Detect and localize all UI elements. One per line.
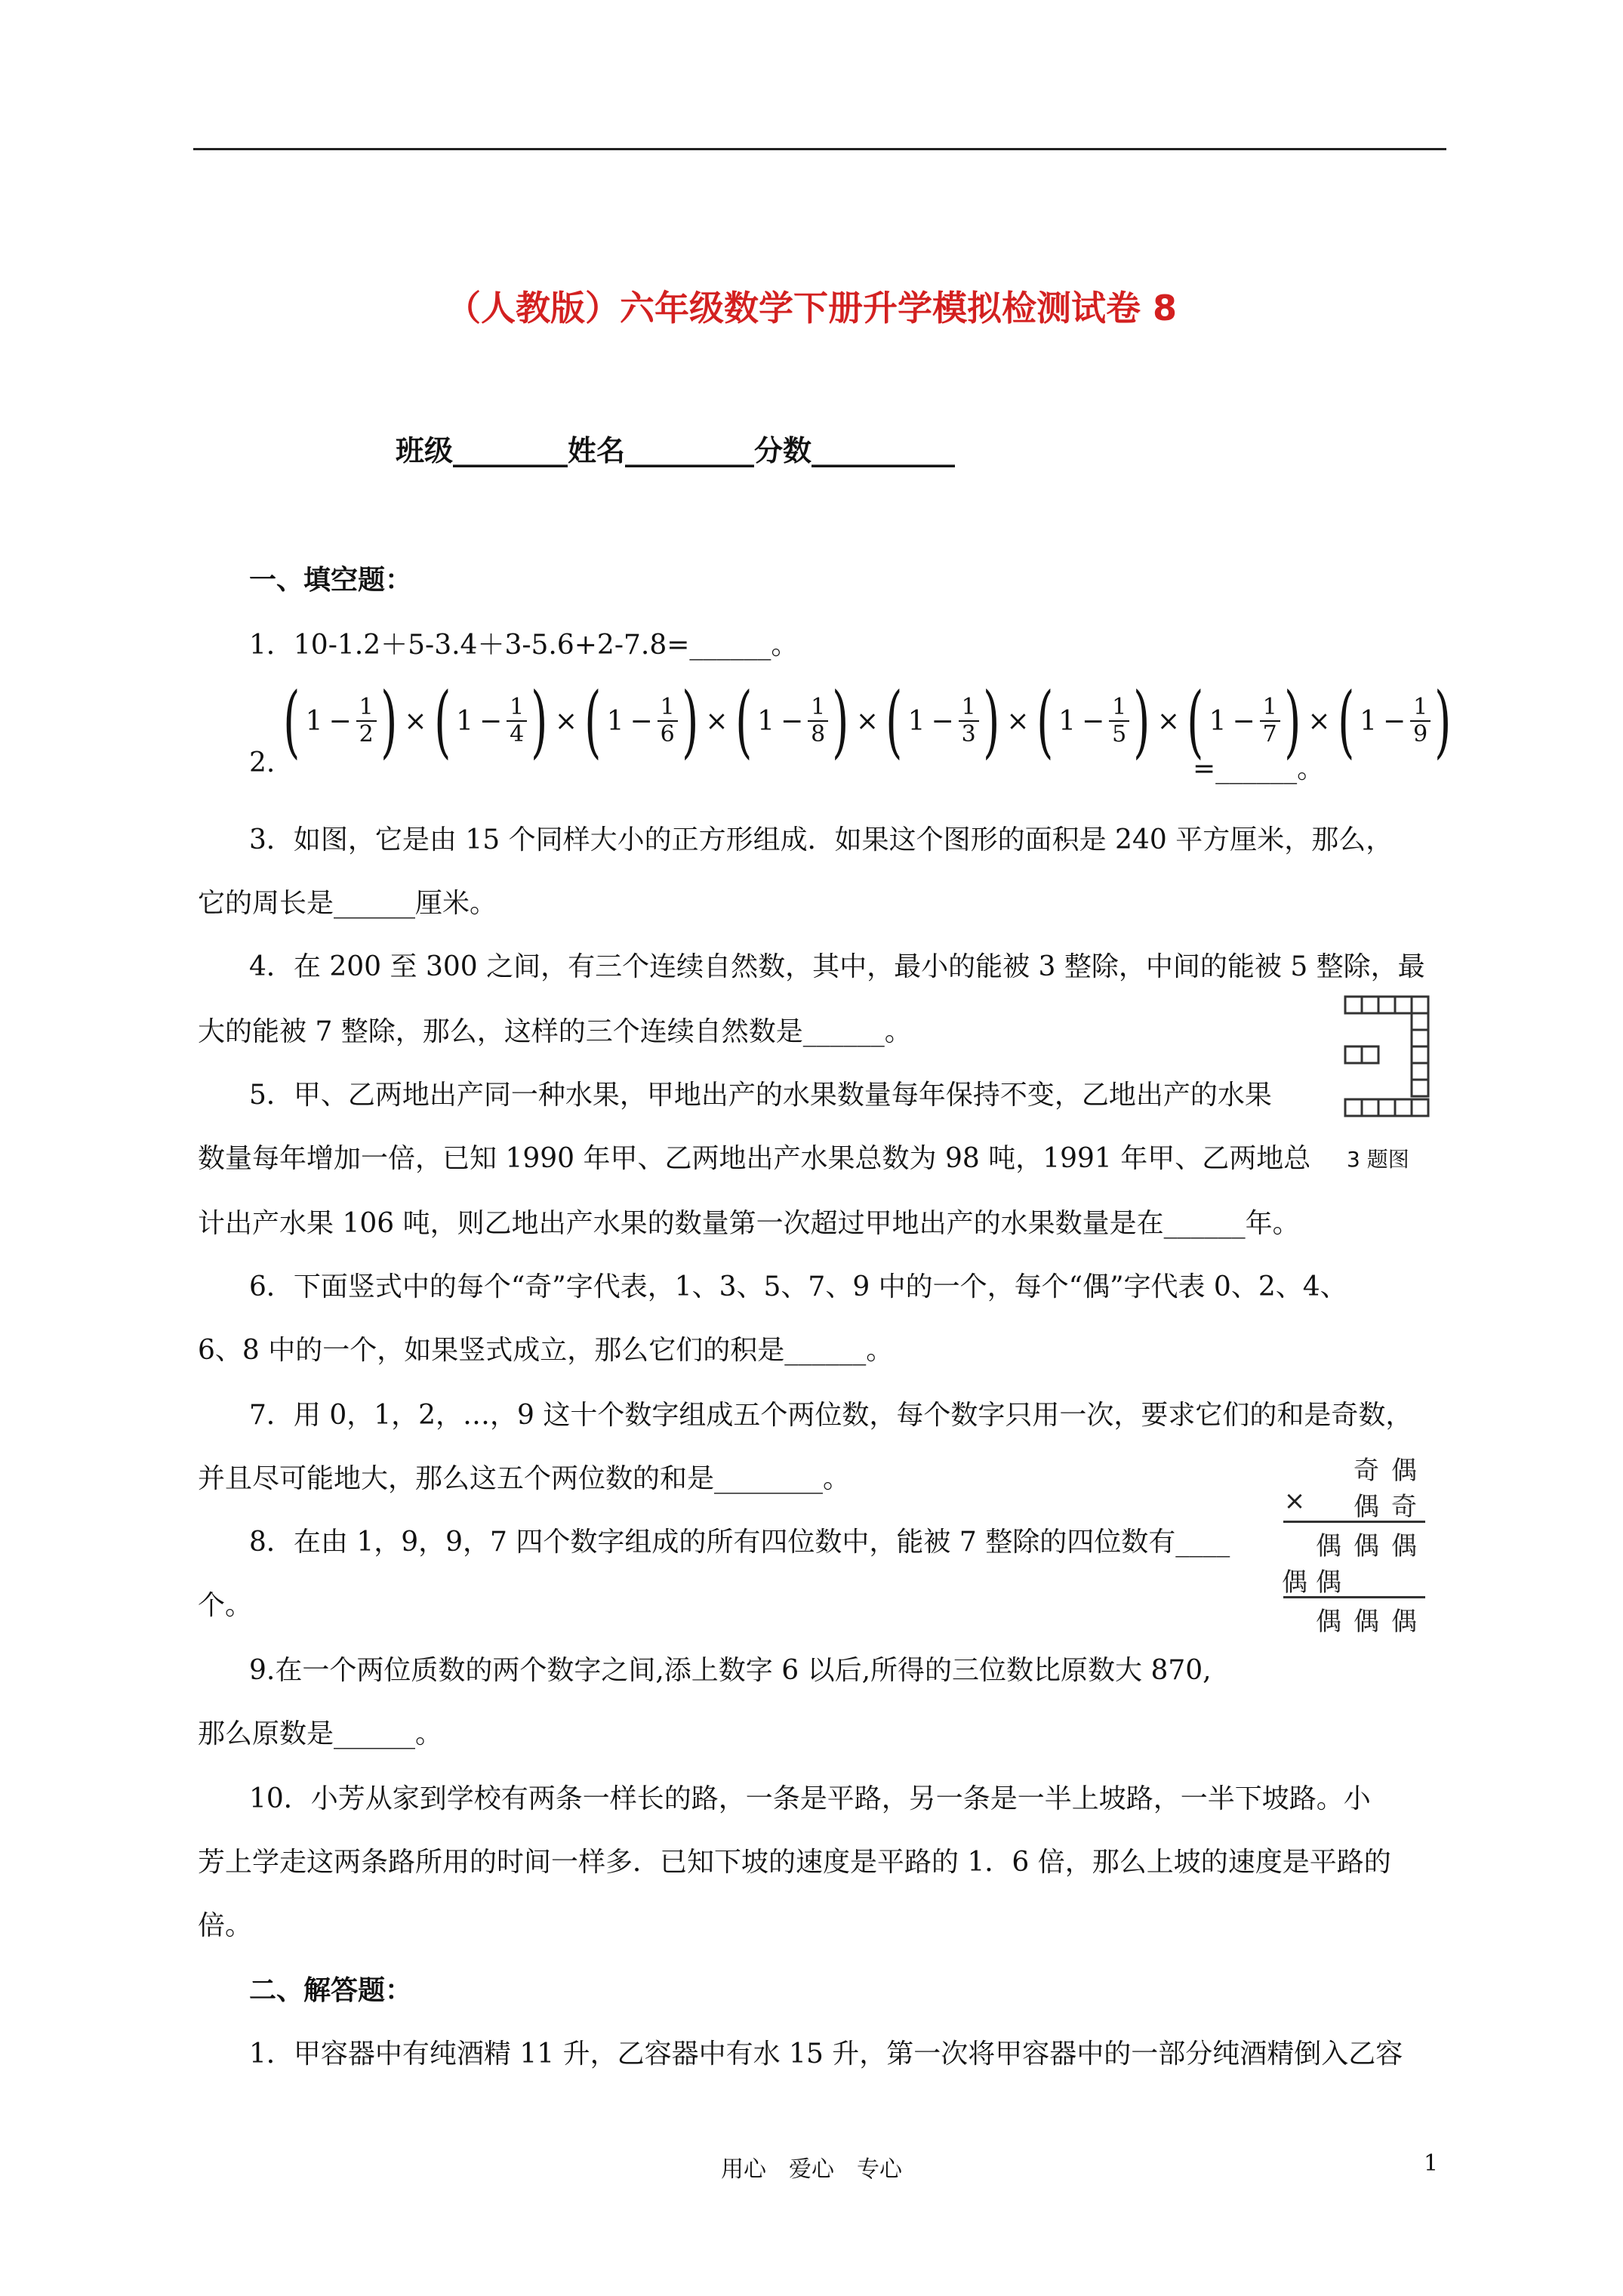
mult-row5-digit3: 偶: [1391, 1607, 1417, 1637]
minus-sign: −: [630, 705, 653, 737]
question-10-line-3: 倍。: [198, 1910, 253, 1941]
vertical-multiplication-diagram: [1276, 1450, 1427, 1638]
multiply-sign: ×: [1283, 1486, 1306, 1516]
mult-row3-digit2: 偶: [1354, 1531, 1379, 1561]
factor-group: [883, 675, 1002, 767]
question-5-line-3: 计出产水果 106 吨，则乙地出产水果的数量第一次超过甲地出产的水果数量是在______年。: [198, 1208, 1300, 1239]
question-3-line-2: 它的周长是______厘米。: [198, 888, 497, 919]
one-term: 1: [305, 705, 323, 737]
fraction: [808, 695, 828, 747]
question-3-line-1: 3．如图，它是由 15 个同样大小的正方形组成．如果这个图形的面积是 240 平方厘米，那么，: [249, 824, 1394, 855]
mult-row2-digit2: 奇: [1391, 1492, 1417, 1522]
question-5-line-2: 数量每年增加一倍，已知 1990 年甲、乙两地出产水果总数为 98 吨，1991 年甲、乙两地总: [198, 1143, 1311, 1174]
right-paren: ): [681, 675, 699, 767]
one-term: 1: [757, 705, 775, 737]
fraction: [356, 695, 377, 747]
question-6-line-1: 6．下面竖式中的每个“奇”字代表，1、3、5、7、9 中的一个，每个“偶”字代表 0、2、4、: [249, 1271, 1347, 1302]
question-7-line-2: 并且尽可能地大，那么这五个两位数的和是________。: [198, 1463, 851, 1494]
page-title: （人教版）六年级数学下册升学模拟检测试卷 8: [445, 288, 1178, 328]
footer-slogan: 用心 爱心 专心: [721, 2156, 902, 2183]
minus-sign: −: [1232, 705, 1255, 737]
figure-3-caption: 3 题图: [1347, 1147, 1409, 1172]
mult-row5-digit1: 偶: [1316, 1607, 1341, 1637]
mult-row4-digit1: 偶: [1282, 1567, 1307, 1598]
fraction-numerator: 1: [356, 695, 377, 722]
student-info-line: 班级________姓名_________分数__________: [396, 434, 956, 467]
fraction-denominator: 4: [510, 721, 525, 747]
minus-sign: −: [1382, 705, 1406, 737]
mult-row1-digit2: 偶: [1391, 1456, 1417, 1486]
minus-sign: −: [1081, 705, 1105, 737]
question-5-line-1: 5．甲、乙两地出产同一种水果，甲地出产的水果数量每年保持不变，乙地出产的水果: [249, 1080, 1272, 1111]
page-number: 1: [1424, 2150, 1439, 2177]
times-sign: ×: [855, 705, 879, 737]
fraction-denominator: 2: [359, 721, 374, 747]
fraction-numerator: 1: [808, 695, 828, 722]
times-sign: ×: [1156, 705, 1180, 737]
times-sign: ×: [1307, 705, 1331, 737]
right-paren: ): [1133, 675, 1150, 767]
answer-question-1-line-1: 1．甲容器中有纯酒精 11 升，乙容器中有水 15 升，第一次将甲容器中的一部分纯酒精倒入乙容: [249, 2039, 1403, 2069]
right-paren: ): [832, 675, 849, 767]
fraction: [658, 695, 678, 747]
fraction: [959, 695, 979, 747]
fraction-numerator: 1: [1260, 695, 1280, 722]
fraction-denominator: 7: [1262, 721, 1277, 747]
fraction: [1410, 695, 1431, 747]
one-term: 1: [1360, 705, 1377, 737]
factor-group: [1034, 675, 1153, 767]
minus-sign: −: [328, 705, 352, 737]
question-10-line-1: 10．小芳从家到学校有两条一样长的路，一条是平路，另一条是一半上坡路，一半下坡路。小: [249, 1783, 1371, 1814]
mult-row3-digit3: 偶: [1391, 1531, 1417, 1561]
factor-group: [281, 675, 399, 767]
factor-group: [733, 675, 852, 767]
times-sign: ×: [404, 705, 427, 737]
factor-group: [582, 675, 701, 767]
one-term: 1: [1058, 705, 1076, 737]
fraction-numerator: 1: [658, 695, 678, 722]
question-3-figure: [1342, 994, 1433, 1172]
right-paren: ): [380, 675, 398, 767]
question-4-line-1: 4．在 200 至 300 之间，有三个连续自然数，其中，最小的能被 3 整除，中间的能被 5 整除，最: [249, 951, 1425, 982]
times-sign: ×: [705, 705, 728, 737]
fraction-numerator: 1: [507, 695, 527, 722]
minus-sign: −: [780, 705, 804, 737]
question-9-line-1: 9.在一个两位质数的两个数字之间,添上数字 6 以后,所得的三位数比原数大 870,: [249, 1655, 1212, 1686]
question-1: 1．10-1.2＋5-3.4＋3-5.6+2-7.8=______。: [249, 630, 799, 661]
mult-row3-digit1: 偶: [1316, 1531, 1341, 1561]
fraction-numerator: 1: [959, 695, 979, 722]
left-paren: (: [433, 675, 451, 767]
fraction-numerator: 1: [1109, 695, 1129, 722]
minus-sign: −: [931, 705, 954, 737]
mult-row1-digit1: 奇: [1354, 1456, 1379, 1486]
left-paren: (: [885, 675, 903, 767]
one-term: 1: [1209, 705, 1227, 737]
fraction: [507, 695, 527, 747]
question-6-line-2: 6、8 中的一个，如果竖式成立，那么它们的积是______。: [198, 1335, 894, 1366]
fraction: [1109, 695, 1129, 747]
left-paren: (: [735, 675, 752, 767]
fraction-denominator: 9: [1413, 721, 1428, 747]
fraction-denominator: 5: [1112, 721, 1127, 747]
left-paren: (: [283, 675, 300, 767]
left-paren: (: [584, 675, 602, 767]
question-2-number: 2.: [249, 747, 276, 778]
minus-sign: −: [479, 705, 503, 737]
factor-group: [432, 675, 550, 767]
fraction-numerator: 1: [1410, 695, 1431, 722]
one-term: 1: [606, 705, 624, 737]
mult-rule-1: [1283, 1521, 1425, 1523]
question-4-line-2: 大的能被 7 整除，那么，这样的三个连续自然数是______。: [198, 1016, 912, 1047]
section-fill-blank-heading: 一、填空题：: [249, 565, 413, 596]
left-paren: (: [1036, 675, 1053, 767]
left-paren: (: [1337, 675, 1354, 767]
one-term: 1: [456, 705, 473, 737]
question-8-line-1: 8．在由 1，9，9，7 四个数字组成的所有四位数中，能被 7 整除的四位数有____: [249, 1527, 1230, 1558]
fraction: [1260, 695, 1280, 747]
times-sign: ×: [554, 705, 577, 737]
mult-row2-digit1: 偶: [1354, 1492, 1379, 1522]
factor-group: [1335, 675, 1454, 767]
times-sign: ×: [1006, 705, 1030, 737]
fraction-denominator: 8: [811, 721, 826, 747]
section-solve-heading: 二、解答题：: [249, 1975, 413, 2006]
header-rule: [193, 148, 1446, 150]
mult-row4-digit2: 偶: [1316, 1567, 1341, 1598]
fraction-denominator: 6: [660, 721, 675, 747]
right-paren: ): [1283, 675, 1301, 767]
right-paren: ): [982, 675, 1000, 767]
mult-rule-2: [1283, 1596, 1425, 1598]
one-term: 1: [907, 705, 925, 737]
question-2-answer-blank: =______。: [1193, 754, 1325, 784]
question-8-line-2: 个。: [198, 1590, 253, 1621]
mult-row5-digit2: 偶: [1354, 1607, 1379, 1637]
right-paren: ): [531, 675, 548, 767]
question-10-line-2: 芳上学走这两条路所用的时间一样多．已知下坡的速度是平路的 1．6 倍，那么上坡的速度是平路的: [198, 1847, 1391, 1878]
right-paren: ): [1434, 675, 1452, 767]
squares-staircase-figure: [1342, 994, 1433, 1145]
question-9-line-2: 那么原数是______。: [198, 1718, 443, 1749]
question-7-line-1: 7．用 0，1，2，…，9 这十个数字组成五个两位数，每个数字只用一次，要求它们的和是奇数，: [249, 1400, 1413, 1431]
left-paren: (: [1187, 675, 1204, 767]
fraction-denominator: 3: [961, 721, 976, 747]
